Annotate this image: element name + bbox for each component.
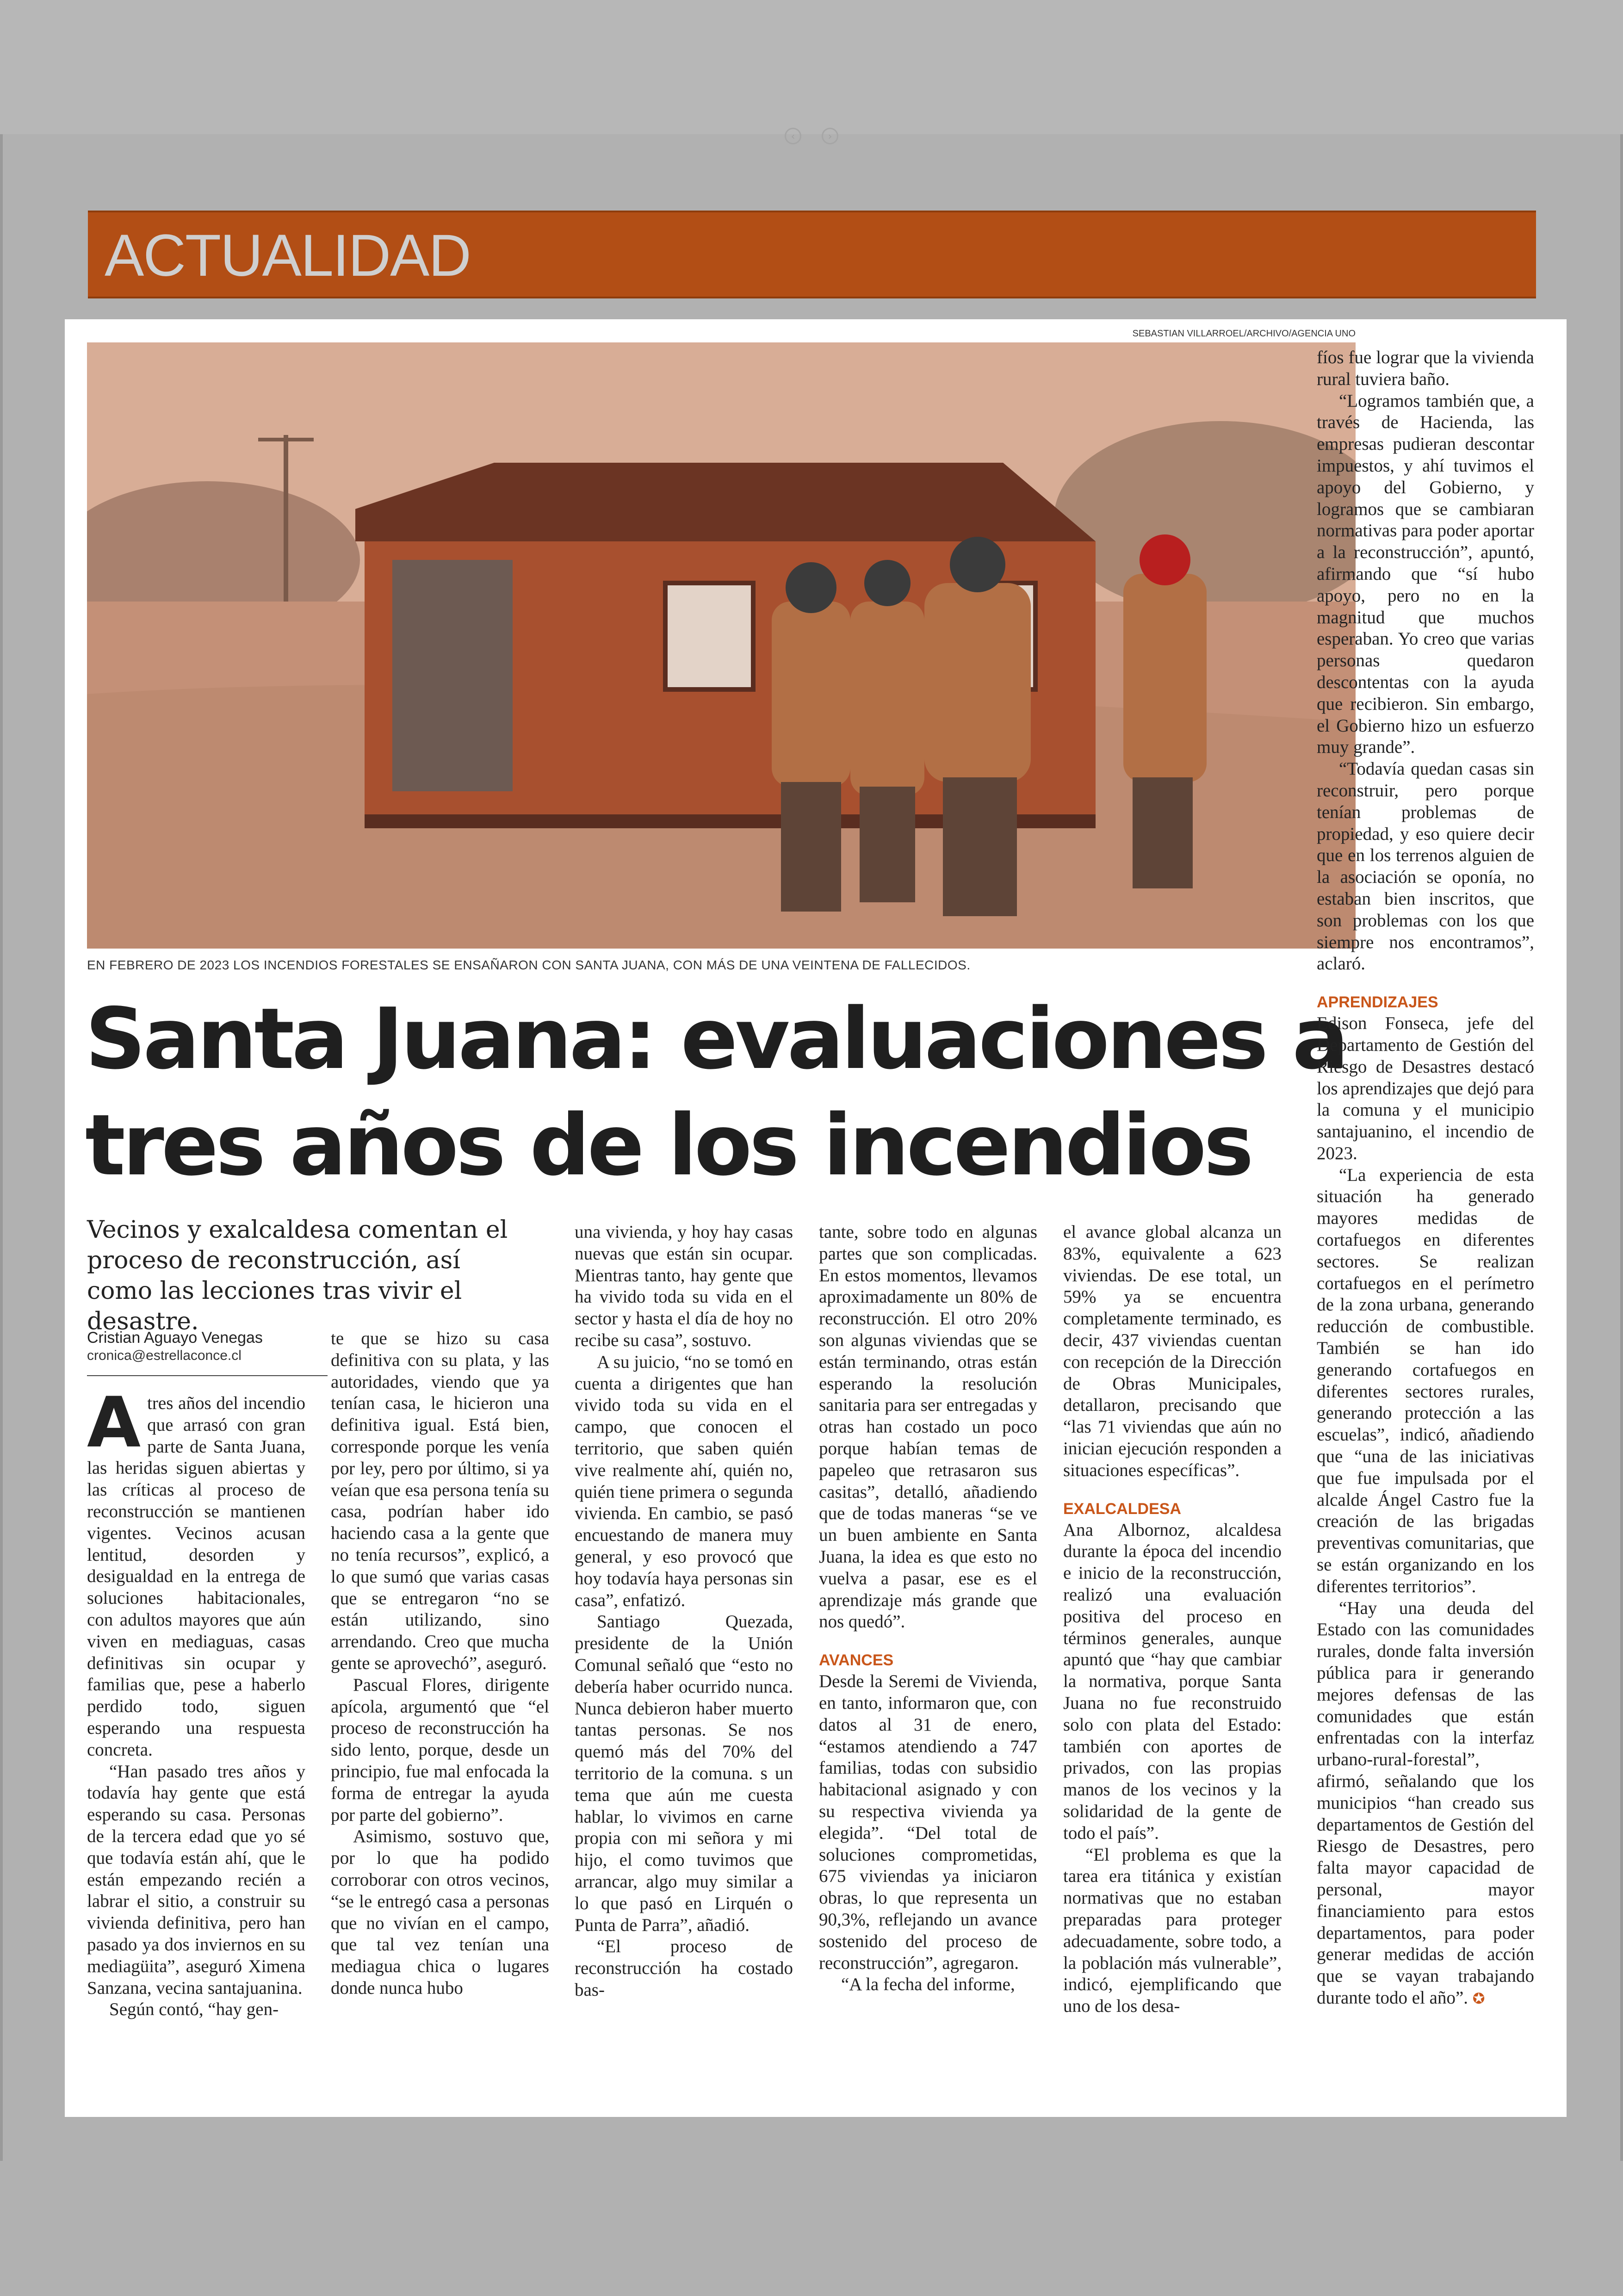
paragraph: “Todavía quedan casas sin reconstruir, pero porque tenían problemas de propiedad, y eso quiere decir que en los terrenos alguien de la asociación se oponía, no estaban bien inscritos, que son problemas con los que siempre nos encontramos”, aclaró. [1317, 759, 1534, 974]
byline-divider [87, 1375, 328, 1376]
paragraph: “El problema es que la tarea era titánica y existían normativas que no estaban preparadas para proteger adecuadamente, sobre todo, a la población más vulnerable”, indicó, ejemplificando que uno de los desa- [1063, 1844, 1282, 2017]
paragraph: A su juicio, “no se tomó en cuenta a dirigentes que han vivido toda su vida en el campo, que conocen el territorio, que saben quién vive realmente ahí, quién no, quién tiene primera o segunda vivienda. En cambio, se pasó encuestando de manera muy general, y eso provocó que hoy todavía haya personas sin casa”, enfatizó. [575, 1352, 793, 1610]
photo-caption: EN FEBRERO DE 2023 LOS INCENDIOS FORESTALES SE ENSAÑARON CON SANTA JUANA, CON MÁS DE UNA VEINTENA DE FALLECIDOS. [87, 958, 971, 972]
firefighters-house-illustration [87, 342, 1356, 949]
lead-text: tres años del incendio que arrasó con gran parte de Santa Juana, las heridas siguen abiertas y las críticas al proceso de reconstrucción se mantienen vigentes. Vecinos acusan lentitud, desorden y desigualdad en la entrega de soluciones habitacionales, con adultos mayores que aún viven en mediaguas, casas definitivas sin ocupar y familias que, pese a haberlo perdido todo, siguen esperando una respuesta concreta. [87, 1393, 305, 1760]
section-title: ACTUALIDAD [105, 223, 471, 289]
subhead-exalcaldesa: EXALCALDESA [1063, 1500, 1182, 1518]
section-banner [88, 211, 1536, 298]
byline [87, 1328, 346, 1364]
prev-page-button[interactable]: ‹ [785, 128, 801, 144]
paragraph: una vivienda, y hoy hay casas nuevas que están sin ocupar. Mientras tanto, hay gente que ha vivido toda su vida en el sector y hasta el día de hoy no recibe su casa”, sostuvo. [575, 1222, 793, 1350]
paragraph: Asimismo, sostuvo que, por lo que ha podido corroborar con otros vecinos, “se le entregó casa a personas que no vivían en el campo, que tal vez tenían una mediagua chica o lugares donde nunca hubo [331, 1826, 549, 1998]
paragraph: “La experiencia de esta situación ha generado mayores medidas de cortafuegos en diferentes sectores. Se realizan cortafuegos en el perímetro de la zona urbana, generando reducción de combustible. También se han ido generando cortafuegos en diferentes sectores rurales, generando protección a las escuelas”, indicó, añadiendo que “una de las iniciativas que fue impulsada por el alcalde Ángel Castro fue la creación de las brigadas preventivas comunitarias, que se están organizando en los diferentes territorios”. [1317, 1165, 1534, 1596]
end-of-article-icon: ✪ [1472, 1989, 1485, 2007]
paragraph: Pascual Flores, dirigente apícola, argumentó que “el proceso de reconstrucción ha sido lento, porque, desde un principio, fue mal enfocada la forma de entregar la ayuda por parte del gobierno”. [331, 1675, 549, 1825]
lead-paragraph [87, 1393, 305, 1761]
paragraph: tante, sobre todo en algunas partes que son complicadas. En estos momentos, llevamos aproximadamente un 80% de reconstrucción. El otro 20% son algunas viviendas que se están terminando, otras están esperando la resolución sanitaria para ser entregadas y otras han costado un poco porque habían temas de papeleo que retrasaron sus casitas”, detalló, añadiendo que de todas maneras “se ve un buen ambiente en Santa Juana, la idea es que esto no vuelva a pasar, ese es el aprendizaje más grande que nos quedó”. [819, 1222, 1037, 1632]
viewer-toolbar-area [0, 0, 1623, 134]
photo-credit: SEBASTIAN VILLARROEL/ARCHIVO/AGENCIA UNO [1132, 329, 1356, 339]
viewer-right-edge [1620, 134, 1623, 2161]
paragraph: “A la fecha del informe, [841, 1974, 1015, 1995]
author-name: Cristian Aguayo Venegas [87, 1329, 263, 1347]
next-page-button[interactable]: › [822, 128, 838, 144]
paragraph: “Logramos también que, a través de Hacienda, las empresas pudieran descontar impuestos, y ahí tuvimos el apoyo del Gobierno, y logramos que se cambiaran normativas para poder aportar a la reconstrucción”, apuntó, afirmando que “sí hubo apoyo, pero no en la magnitud que muchos esperaban. Yo creo que varias personas quedaron descontentas con la ayuda que recibieron. Sin embargo, el Gobierno hizo un esfuerzo muy grande”. [1317, 391, 1534, 757]
article-deck: Vecinos y exalcaldesa comentan el proceso de reconstrucción, así como las lecciones tras vivir el desastre. [87, 1216, 508, 1335]
drop-cap: A [87, 1393, 141, 1463]
paragraph: el avance global alcanza un 83%, equivalente a 623 viviendas. De ese total, un 59% ya se encuentra completamente terminado, es decir, 437 viviendas cuentan con recepción de la Dirección de Obras Municipales, detallaron, precisando que “las 71 viviendas que aún no inician ejecución responden a situaciones específicas”. [1063, 1222, 1282, 1480]
paragraph: Edison Fonseca, jefe del Departamento de Gestión del Riesgo de Desastres destacó los aprendizajes que dejó para la comuna y el municipio santajuanino, el incendio de 2023. [1317, 1013, 1534, 1163]
paragraph: te que se hizo su casa definitiva con su plata, y las autoridades, viendo que ya tenían casa, le hicieron una definitiva igual. Está bien, corresponde porque les venía por ley, pero por último, si ya veían que esa persona tenía su casa, podrían haber ido haciendo casa a la gente que no tenía recursos”, explicó, a lo que sumó que varias casas que se entregaron “no se están utilizando, sino arrendando. Creo que mucha gente se aprovechó”, aseguró. [331, 1328, 549, 1673]
paragraph: fíos fue lograr que la vivienda rural tuviera baño. [1317, 348, 1534, 389]
paragraph: Santiago Quezada, presidente de la Unión Comunal señaló que “esto no debería haber ocurrido nunca. Nunca debieron haber muerto tantas personas. Se nos quemó más del 70% del territorio de la comuna. s un tema que aún me cuesta hablar, lo vivimos en carne propia con mi señora y mi hijo, el como tuvimos que arrancar, algo muy similar a lo que pasó en Lirquén o Punta de Parra”, añadió. [575, 1612, 793, 1935]
article-column-4 [819, 1222, 1037, 2068]
paragraph: “Han pasado tres años y todavía hay gente que está esperando su casa. Personas de la tercera edad que yo sé que todavía están ahí, que le están empezando recién a labrar el sitio, a construir su vivienda definitiva, pero han pasado ya dos inviernos en su mediagüita”, aseguró Ximena Sanzana, vecina santajuanina. [87, 1761, 305, 1998]
article-column-3 [575, 1222, 793, 2068]
paragraph: “El proceso de reconstrucción ha costado bas- [575, 1936, 793, 2000]
newspaper-page [65, 319, 1567, 2117]
article-photo [87, 342, 1356, 949]
article-column-6 [1317, 347, 1534, 2068]
article-headline: Santa Juana: evaluaciones a tres años de los incendios [85, 990, 1346, 1194]
article-column-5 [1063, 1222, 1282, 2068]
author-email[interactable]: cronica@estrellaconce.cl [87, 1348, 242, 1363]
paragraph: Según contó, “hay gen- [109, 1999, 279, 2020]
paragraph: Desde la Seremi de Vivienda, en tanto, informaron que, con datos al 31 de enero, “estamos atendiendo a 747 familias, todas con subsidio habitacional asignado y con su respectiva vivienda ya elegida”. “Del total de soluciones comprometidas, 675 viviendas ya iniciaron obras, lo que representa un 90,3%, reflejando un avance sostenido del proceso de reconstrucción”, agregaron. [819, 1671, 1037, 1973]
article-column-1 [87, 1393, 305, 2064]
subhead-aprendizajes: APRENDIZAJES [1317, 993, 1438, 1011]
subhead-avances: AVANCES [819, 1651, 894, 1669]
viewer-left-edge [0, 134, 3, 2161]
article-column-2 [331, 1328, 549, 2068]
paragraph-text: “Hay una deuda del Estado con las comunidades rurales, donde falta inversión pública para ir generando mejores defensas de las comunidades que están enfrentadas con la interfaz urbano-rural-forestal”, afirmó, señalando que los municipios “han creado sus departamentos de Gestión del Riesgo de Desastres, pero falta mayor capacidad de personal, mayor financiamiento para estos departamentos, para poder generar medidas de acción que se vayan trabajando durante todo el año”. [1317, 1598, 1534, 2008]
paragraph [1317, 1598, 1534, 2010]
paragraph: Ana Albornoz, alcaldesa durante la época del incendio e inicio de la reconstrucción, realizó una evaluación positiva del proceso en términos generales, aunque apuntó que “hay que cambiar la normativa, porque Santa Juana no fue reconstruido solo con plata del Estado: también con aportes de privados, con las propias manos de los vecinos y la solidaridad de la gente de todo el país”. [1063, 1520, 1282, 1843]
